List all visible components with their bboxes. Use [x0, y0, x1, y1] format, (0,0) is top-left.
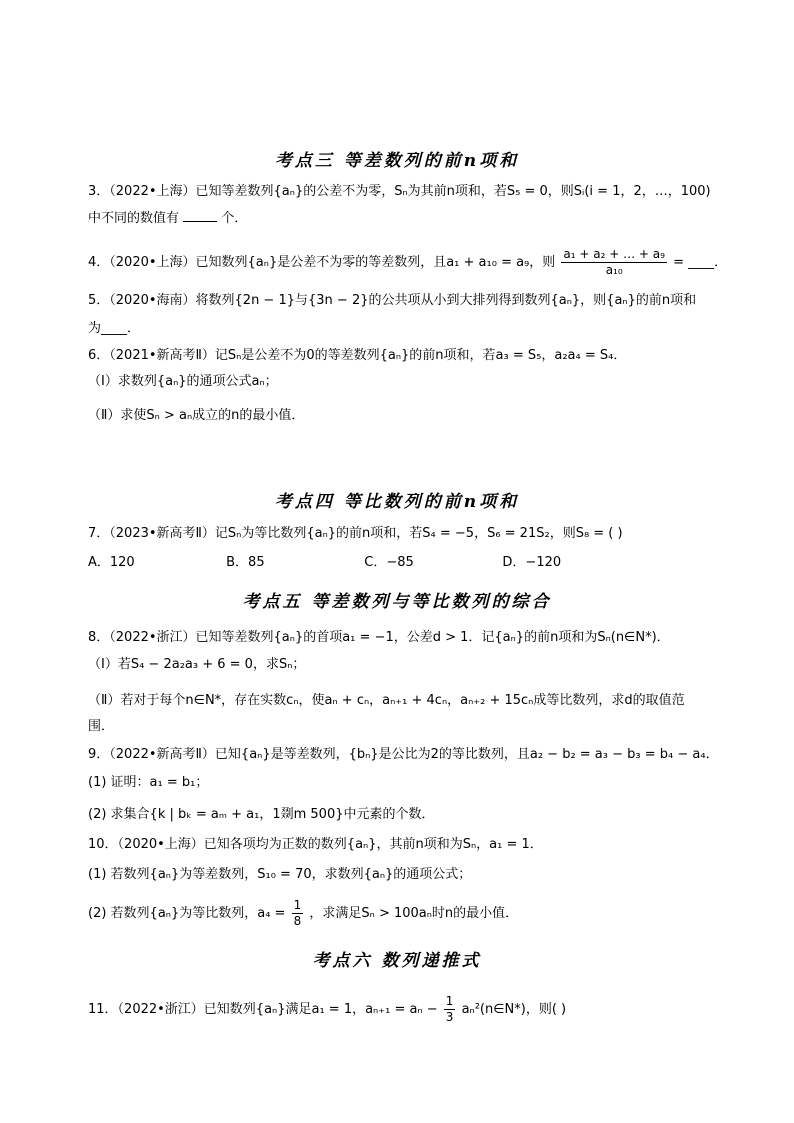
- problem-10-text-a: (2) 若数列{aₙ}为等比数列，a₄ =: [88, 906, 286, 921]
- problem-8-line-2: （Ⅰ）若S₄ − 2a₂a₃ + 6 = 0，求Sₙ；: [88, 657, 306, 672]
- problem-3-line-2: [88, 209, 728, 228]
- problem-3-text-b: 个．: [221, 211, 248, 226]
- problem-10-line-3: [88, 898, 728, 929]
- problem-9-line-1: 9．（2022•新高考Ⅱ）已知{aₙ}是等差数列，{bₙ}是公比为2的等比数列，且a₂ − b₂ = a₃ − b₃ = b₄ − a₄．: [88, 747, 719, 762]
- problem-11-text-pre: 11．（2022•浙江）已知数列{aₙ}满足a₁ = 1，aₙ₊₁ = aₙ −: [88, 1002, 438, 1017]
- problem-4-line: [88, 247, 728, 278]
- problem-11-fraction: [444, 994, 456, 1025]
- answer-blank: [183, 209, 217, 222]
- problem-7-line-1: 7．（2023•新高考Ⅱ）记Sₙ为等比数列{aₙ}的前n项和，若S₄ = −5，S₆ = 21S₂，则S₈ = ( ): [88, 526, 623, 541]
- problem-6-line-2: （Ⅰ）求数列{aₙ}的通项公式aₙ；: [88, 374, 278, 389]
- problem-10-text-b: ，求满足Sₙ > 100aₙ时n的最小值．: [309, 906, 519, 921]
- section-title-5: 考点五 等差数列与等比数列的综合: [242, 592, 552, 612]
- problem-4-fraction: [561, 247, 667, 278]
- fraction-denominator: 3: [445, 1010, 454, 1024]
- fraction-denominator: a₁₀: [605, 263, 623, 277]
- problem-10-line-2: (1) 若数列{aₙ}为等差数列，S₁₀ = 70，求数列{aₙ}的通项公式；: [88, 867, 472, 882]
- problem-7-choices: [88, 554, 636, 572]
- problem-4-text-pre: 4．（2020•上海）已知数列{aₙ}是公差不为零的等差数列，且a₁ + a₁₀ = a₉，则: [88, 255, 556, 270]
- problem-6-line-1: 6．（2021•新高考Ⅱ）记Sₙ是公差不为0的等差数列{aₙ}的前n项和，若a₃ = S₅，a₂a₄ = S₄．: [88, 348, 627, 363]
- fraction-denominator: 8: [293, 914, 302, 928]
- problem-8-line-1: 8．（2022•浙江）已知等差数列{aₙ}的首项a₁ = −1，公差d > 1．记{aₙ}的前n项和为Sₙ(n∈N*)．: [88, 630, 670, 645]
- fraction-numerator: a₁ + a₂ + … + a₉: [563, 247, 665, 261]
- problem-11-text-post: aₙ²(n∈N*)，则( ): [461, 1002, 567, 1017]
- problem-3-text-a: 中不同的数值有: [88, 211, 180, 226]
- choice-d: D．−120: [502, 555, 562, 570]
- fraction-numerator: 1: [293, 898, 302, 912]
- problem-3-line-1: 3．（2022•上海）已知等差数列{aₙ}的公差不为零，Sₙ为其前n项和，若S₅ = 0，则Sᵢ(i = 1，2，…，100): [88, 184, 711, 199]
- problem-10-line-1: 10．（2020•上海）已知各项均为正数的数列{aₙ}，其前n项和为Sₙ，a₁ = 1．: [88, 837, 543, 852]
- problem-8-line-3: （Ⅱ）若对于每个n∈N*，存在实数cₙ，使aₙ + cₙ，aₙ₊₁ + 4cₙ，aₙ₊₂ + 15cₙ成等比数列，求d的取值范: [88, 693, 685, 708]
- problem-5-line-1: 5．（2020•海南）将数列{2n − 1}与{3n − 2}的公共项从小到大排列得到数列{aₙ}，则{aₙ}的前n项和: [88, 293, 697, 308]
- problem-4-text-post: = ____．: [673, 255, 728, 270]
- choice-b: B．85: [226, 555, 265, 570]
- problem-5-line-2: 为____．: [88, 321, 141, 336]
- problem-10-fraction: [292, 898, 304, 929]
- problem-11-line: [88, 994, 728, 1025]
- section-title-3: 考点三 等差数列的前n项和: [274, 151, 520, 171]
- problem-8-line-4: 围．: [88, 719, 115, 734]
- problem-9-line-2: (1) 证明：a₁ = b₁；: [88, 775, 209, 790]
- choice-a: A．120: [88, 555, 135, 570]
- problem-9-line-3: (2) 求集合{k | bₖ = aₘ + a₁，1剟m 500}中元素的个数．: [88, 807, 435, 822]
- section-title-4: 考点四 等比数列的前n项和: [274, 492, 520, 512]
- section-title-6: 考点六 数列递推式: [312, 951, 482, 971]
- fraction-numerator: 1: [445, 994, 454, 1008]
- problem-6-line-3: （Ⅱ）求使Sₙ > aₙ成立的n的最小值．: [88, 408, 305, 423]
- choice-c: C．−85: [364, 555, 414, 570]
